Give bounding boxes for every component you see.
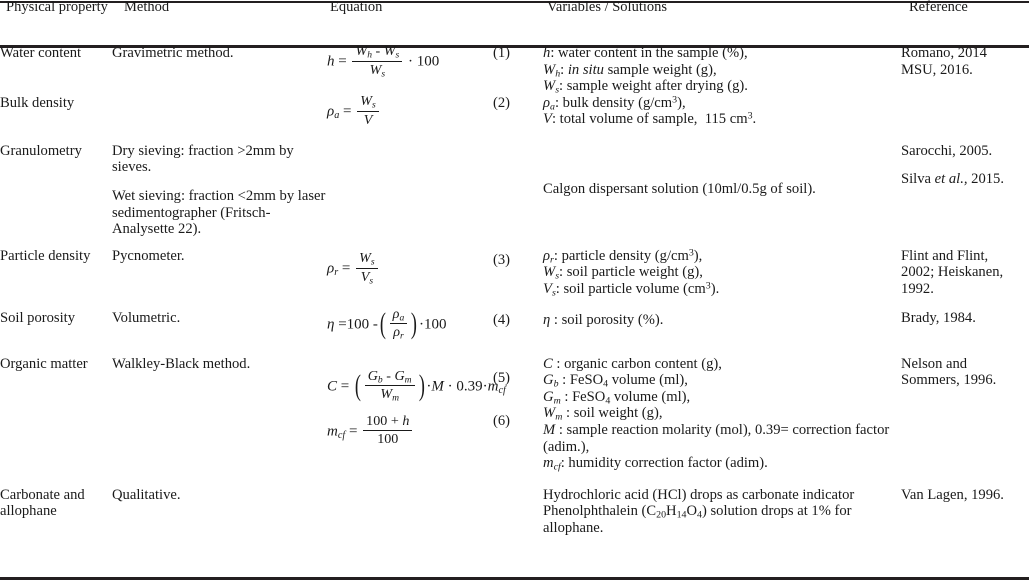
cell-method xyxy=(112,95,327,129)
cell-equation-number xyxy=(493,298,543,342)
cell-reference xyxy=(901,129,1029,238)
equation-1-formula: h = $\frac{W_h - W_s}{W_s}$ · 100 xyxy=(327,43,440,80)
cell-method: Pycnometer. xyxy=(112,247,185,264)
cell-equation xyxy=(327,342,506,472)
header-row xyxy=(0,0,1029,45)
variable-line: V: total volume of sample, 115 $cm^3$. xyxy=(543,110,757,128)
equation-5-row xyxy=(327,367,506,404)
variable-line: $m_{cf}$: humidity correction factor (adim). xyxy=(543,455,768,473)
cell-equation xyxy=(327,298,493,342)
variable-line: h: water content in the sample (%), xyxy=(543,45,748,61)
cell-reference xyxy=(901,342,1029,472)
equation-number-1: (1) xyxy=(493,45,511,61)
cell-variables xyxy=(543,95,901,129)
cell-property: Granulometry xyxy=(0,142,82,159)
cell-reference xyxy=(901,45,1029,95)
reference-line: Nelson and xyxy=(901,355,968,372)
method-paragraph: Dry sieving: fraction >2mm by sieves. xyxy=(112,142,294,176)
cell-method: Volumetric. xyxy=(112,309,181,326)
method-paragraph: Wet sieving: fraction <2mm by laser sedimentographer (Fritsch-Analysette 22). xyxy=(112,187,326,238)
cell-property: Particle density xyxy=(0,247,91,264)
cell-property: Organic matter xyxy=(0,355,88,372)
column-header-variables: Variables / Solutions xyxy=(547,0,668,15)
cell-variables xyxy=(543,342,901,472)
equation-4-formula: η =100 -( $\frac{\rho_a}{\rho_r}$ ) ·100 xyxy=(327,305,447,342)
table-row xyxy=(0,342,1029,472)
cell-reference xyxy=(901,472,1029,537)
cell-variables xyxy=(543,472,901,537)
cell-method: Walkley-Black method. xyxy=(112,355,251,372)
column-header-physical-property: Physical property xyxy=(6,0,108,15)
reference-line: Flint and Flint, xyxy=(901,247,989,264)
table-header xyxy=(0,0,1029,45)
table-bottom-rule xyxy=(0,577,1029,580)
cell-equation-number xyxy=(493,472,543,537)
variable-line: M : sample reaction molarity (mol), 0.39= correction factor (adim.), xyxy=(543,421,890,455)
reference-line: 1992. xyxy=(901,280,934,297)
equation-number-3: (3) xyxy=(493,251,511,268)
column-header-method: Method xyxy=(124,0,170,15)
cell-equation xyxy=(327,472,493,537)
reference-line: 2002; Heiskanen, xyxy=(901,264,1004,281)
variable-line: C : organic carbon content (g), xyxy=(543,355,722,372)
cell-method: Qualitative. xyxy=(112,486,181,503)
variable-line: $V_s$: soil particle volume $(cm^3)$. xyxy=(543,280,720,299)
variable-line: $W_s$: soil particle weight (g), xyxy=(543,264,703,282)
table-row xyxy=(0,95,1029,129)
equation-number-4: (4) xyxy=(493,311,511,328)
column-header-reference: Reference xyxy=(909,0,968,15)
table-row xyxy=(0,238,1029,298)
table-row xyxy=(0,129,1029,238)
cell-equation-number xyxy=(493,95,543,129)
cell-variables xyxy=(543,238,901,298)
cell-variables xyxy=(543,45,901,95)
cell-equation xyxy=(327,238,493,298)
cell-variables xyxy=(543,129,901,238)
table-row xyxy=(0,298,1029,342)
reference-line: Brady, 1984. xyxy=(901,309,976,326)
variable-line: Phenolphthalein $(C_{20}H_{14}O_4)$ solution drops at 1% for allophane. xyxy=(543,503,852,536)
cell-equation-number xyxy=(493,45,543,95)
cell-reference xyxy=(901,298,1029,342)
variable-line: $W_h$: in situ sample weight (g), xyxy=(543,61,717,79)
cell-property xyxy=(0,472,112,537)
equation-6-formula: $m_{cf}$ = $\frac{100 + h}{100}$ xyxy=(327,415,414,449)
reference-line: Sarocchi, 2005. xyxy=(901,142,993,159)
variable-line: $\rho_a$: bulk density $(g/cm^3)$, xyxy=(543,94,686,113)
cell-reference xyxy=(901,238,1029,298)
cell-equation xyxy=(327,45,493,95)
cell-reference xyxy=(901,95,1029,129)
cell-method xyxy=(112,129,327,238)
equation-number-2: (2) xyxy=(493,94,511,111)
table-row xyxy=(0,472,1029,537)
reference-line: Silva et al., 2015. xyxy=(901,171,1004,188)
cell-equation-number xyxy=(493,129,543,238)
cell-equation-number xyxy=(493,342,543,472)
table-body xyxy=(0,45,1029,536)
column-header-equation: Equation xyxy=(330,0,383,15)
equation-5-formula: C = ( $\frac{G_b - G_m}{W_m}$ ) $\cdot M \cdot 0.39\cdot m_{cf}$ xyxy=(327,367,506,404)
cell-equation xyxy=(327,95,493,129)
table-row xyxy=(0,45,1029,95)
variable-line: $G_m$ : FeSO$_4$ volume (ml), xyxy=(543,388,691,407)
variable-line: Calgon dispersant solution (10ml/0.5g of soil). xyxy=(543,180,816,197)
cell-equation-number xyxy=(493,238,543,298)
variable-line: $G_b$ : FeSO$_4$ volume (ml), xyxy=(543,372,688,390)
equation-number-5: (5) xyxy=(493,369,511,386)
cell-method: Gravimetric method. xyxy=(112,45,234,61)
variable-line: η : soil porosity (%). xyxy=(543,311,664,328)
reference-line: MSU, 2016. xyxy=(901,61,973,78)
equation-3-formula: $\rho_r$ = $\frac{W_s}{V_s}$ xyxy=(327,252,380,286)
cell-variables xyxy=(543,298,901,342)
cell-property: Water content xyxy=(0,45,82,61)
reference-line: Van Lagen, 1996. xyxy=(901,486,1004,503)
cell-property: Bulk density xyxy=(0,94,75,111)
equation-2-formula: $\rho_a$ = $\frac{W_s}{V}$ xyxy=(327,95,381,129)
equation-6-row xyxy=(327,412,493,449)
property-text: Carbonate and allophane xyxy=(0,486,85,520)
variable-line: $W_s$: sample weight after drying (g). xyxy=(543,78,748,96)
reference-line: Sommers, 1996. xyxy=(901,372,997,389)
variable-line: $W_m$ : soil weight (g), xyxy=(543,405,663,423)
equation-number-6: (6) xyxy=(493,412,511,429)
cell-property: Soil porosity xyxy=(0,309,76,326)
reference-line: Romano, 2014 xyxy=(901,45,987,61)
variable-line: Hydrochloric acid (HCl) drops as carbonate indicator xyxy=(543,486,855,503)
cell-equation xyxy=(327,129,493,238)
variable-line: $\rho_r$: particle density $(g/cm^3)$, xyxy=(543,247,703,266)
